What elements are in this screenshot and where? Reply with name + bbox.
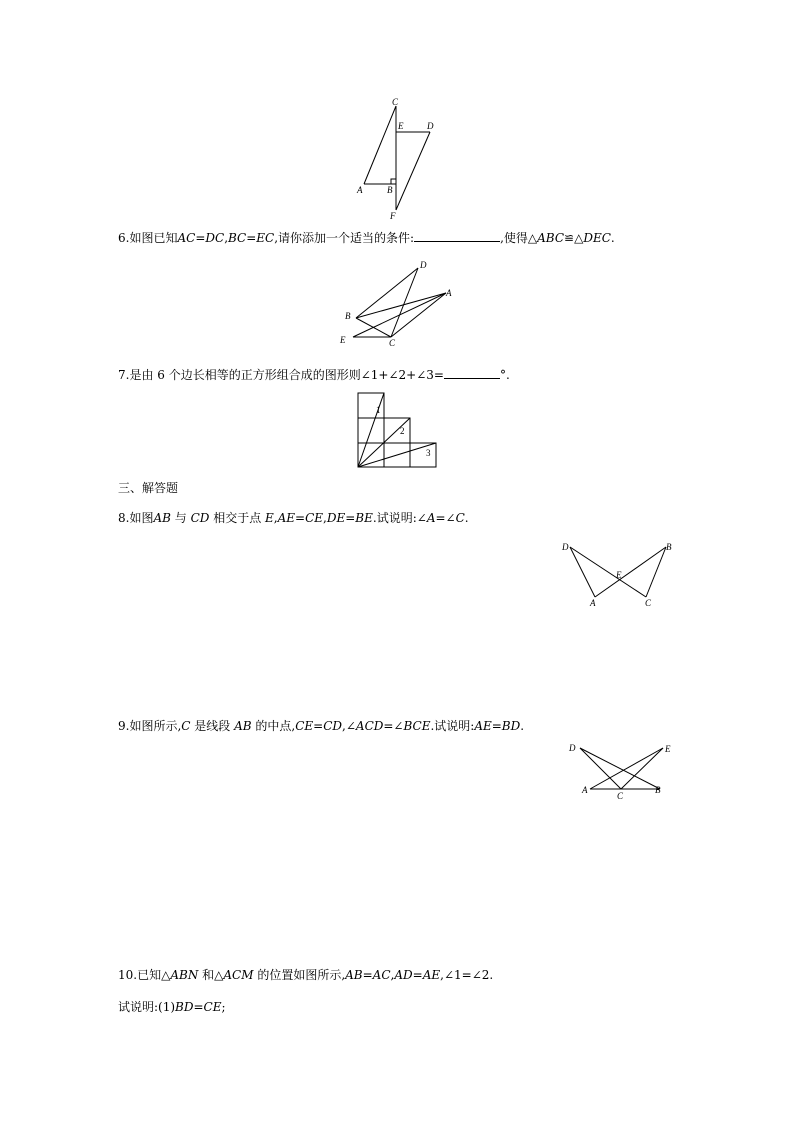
answer-blank[interactable] [414,229,500,242]
question-8: 8.如图AB 与 CD 相交于点 E,AE=CE,DE=BE.试说明:∠A=∠C. [118,511,469,525]
label-A: A [582,785,588,795]
label-B: B [387,185,393,195]
angle-1: 1 [376,405,381,415]
label-C: C [392,97,399,107]
question-7: 7.是由 6 个边长相等的正方形组合成的图形则∠1+∠2+∠3= °. [118,368,510,382]
label-B: B [655,785,661,795]
figure-q6 [338,258,468,350]
label-D: D [569,743,576,753]
angle-3: 3 [426,448,431,458]
label-B: B [666,542,672,552]
label-C: C [645,598,652,608]
label-E: E [398,121,404,131]
label-D: D [427,121,434,131]
label-C: C [617,791,624,801]
answer-blank[interactable] [444,366,500,379]
figure-q9 [565,738,685,803]
label-C: C [389,338,396,348]
figure-q8 [558,537,683,612]
label-E: E [665,744,671,754]
label-F: F [390,211,396,221]
question-6: 6.如图已知AC=DC,BC=EC,请你添加一个适当的条件: ,使得△ABC≌△DEC. [118,231,615,245]
label-D: D [562,542,569,552]
section-heading: 三、解答题 [118,481,179,495]
angle-2: 2 [400,426,405,436]
question-9: 9.如图所示,C 是线段 AB 的中点,CE=CD,∠ACD=∠BCE.试说明:AE=BD. [118,719,525,733]
figure-q7 [355,390,445,470]
label-A: A [590,598,596,608]
label-E: E [340,335,346,345]
figure-q5 [350,92,450,222]
question-10: 10.已知△ABN 和△ACM 的位置如图所示,AB=AC,AD=AE,∠1=∠2. [118,968,494,982]
label-B: B [345,311,351,321]
question-10-part-1: 试说明:(1)BD=CE; [118,1000,226,1014]
label-D: D [420,260,427,270]
label-A: A [357,185,363,195]
label-E: E [616,570,622,580]
label-A: A [446,288,452,298]
